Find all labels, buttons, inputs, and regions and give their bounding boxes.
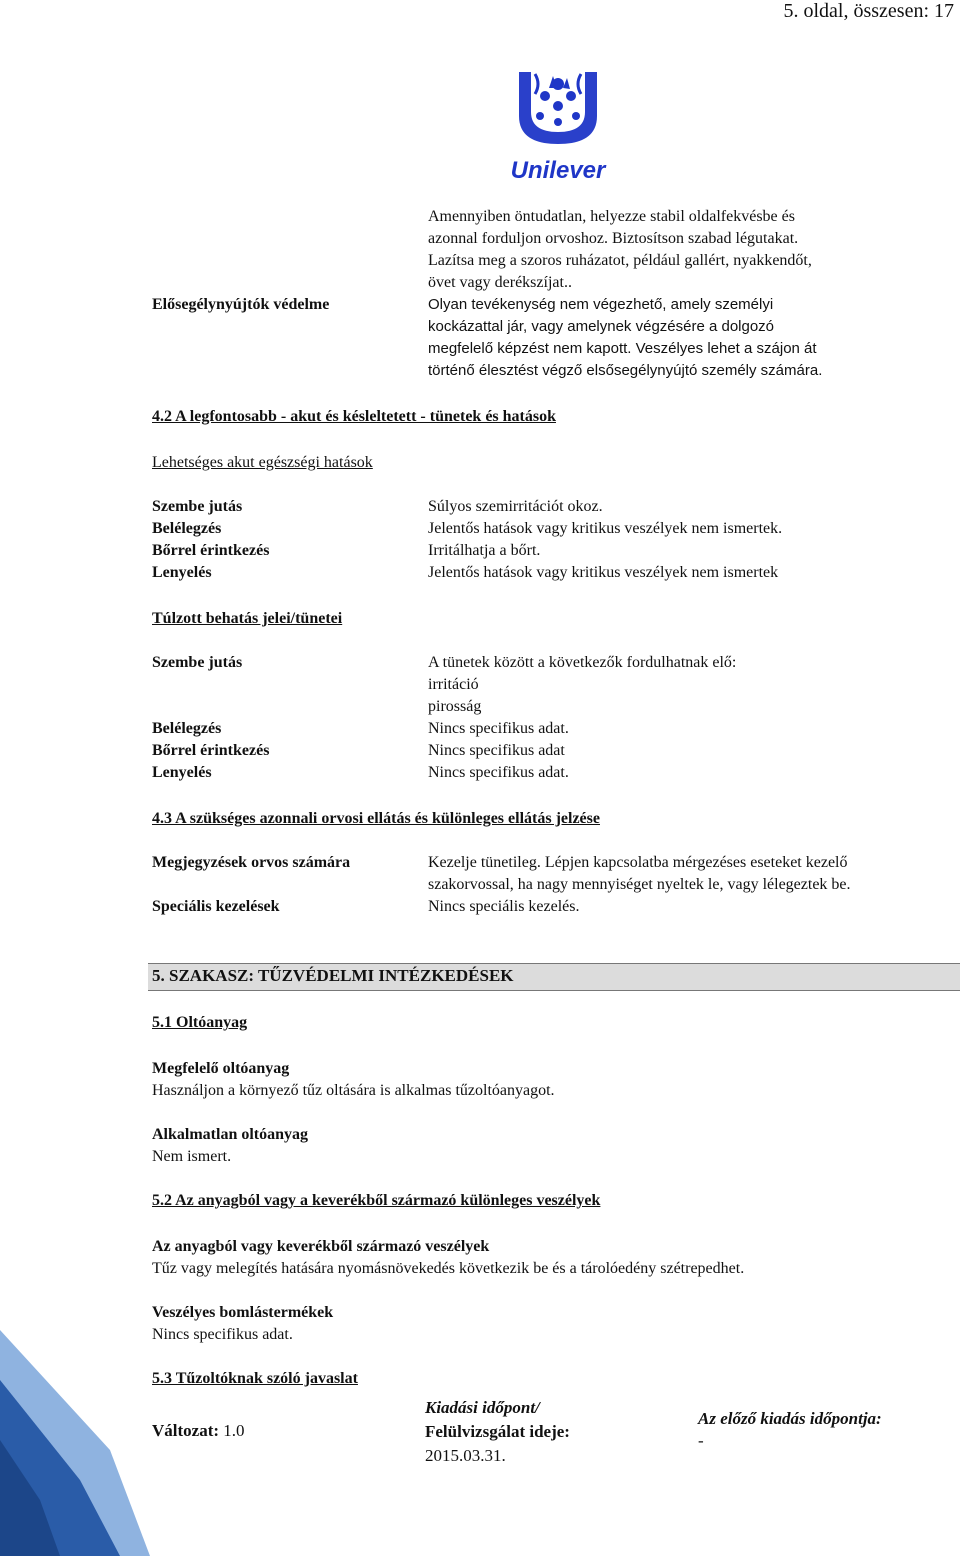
over-label-inhalation: Belélegzés xyxy=(152,720,222,737)
text-line: kockázattal jár, vagy amelynek végzésére a dolgozó xyxy=(428,318,775,335)
first-aid-protection-label: Elősegélynyújtók védelme xyxy=(152,296,330,313)
issue-label-2: Felülvizsgálat ideje: xyxy=(425,1422,570,1441)
first-aid-sans-block xyxy=(428,294,948,382)
acute-value-eye: Súlyos szemirritációt okoz. xyxy=(428,498,603,515)
over-value-inhalation: Nincs specifikus adat. xyxy=(428,720,569,737)
acute-label-ingestion: Lenyelés xyxy=(152,564,212,581)
version-value: 1.0 xyxy=(223,1421,245,1440)
version-label: Változat: xyxy=(152,1421,220,1440)
suitable-media-label: Megfelelő oltóanyag xyxy=(152,1060,290,1077)
acute-value-skin: Irritálhatja a bőrt. xyxy=(428,542,541,559)
unsuitable-media-label: Alkalmatlan oltóanyag xyxy=(152,1126,309,1143)
physician-notes-label: Megjegyzések orvos számára xyxy=(152,854,351,871)
acute-effects-heading: Lehetséges akut egészségi hatások xyxy=(152,454,373,471)
issue-value: 2015.03.31. xyxy=(425,1446,506,1465)
acute-label-inhalation: Belélegzés xyxy=(152,520,222,537)
page-number: 5. oldal, összesen: 17 xyxy=(783,0,954,22)
over-values xyxy=(428,718,948,784)
issue-label-1: Kiadási időpont/ xyxy=(425,1398,540,1417)
text-line: pirosság xyxy=(428,698,482,715)
acute-label-skin: Bőrrel érintkezés xyxy=(152,542,270,559)
corner-decoration xyxy=(0,1290,150,1556)
text-line: azonnal forduljon orvoshoz. Biztosítson szabad légutakat. xyxy=(428,230,799,247)
text-line: megfelelő képzést nem kapott. Veszélyes lehet a szájon át xyxy=(428,340,817,357)
over-label-eye: Szembe jutás xyxy=(152,654,243,671)
version-block xyxy=(152,1420,245,1442)
over-labels xyxy=(152,718,269,784)
acute-labels xyxy=(152,496,269,584)
section-4-2-heading: 4.2 A legfontosabb - akut és késleltetett - tünetek és hatások xyxy=(152,408,556,425)
acute-value-ingestion: Jelentős hatások vagy kritikus veszélyek nem ismertek xyxy=(428,564,779,581)
section-5-2-heading: 5.2 Az anyagból vagy a keverékből származó különleges veszélyek xyxy=(152,1192,601,1209)
text-line: szakorvossal, ha nagy mennyiséget nyeltek le, vagy lélegeztek be. xyxy=(428,876,851,893)
previous-issue-block xyxy=(698,1408,882,1452)
text-line: A tünetek között a következők fordulhatnak elő: xyxy=(428,654,737,671)
overexposure-heading: Túlzott behatás jelei/tünetei xyxy=(152,610,343,627)
special-treatment-label: Speciális kezelések xyxy=(152,898,280,915)
text-line: övet vagy derékszíjat.. xyxy=(428,274,572,291)
acute-value-inhalation: Jelentős hatások vagy kritikus veszélyek nem ismertek. xyxy=(428,520,783,537)
acute-values xyxy=(428,496,948,584)
over-value-skin: Nincs specifikus adat xyxy=(428,742,565,759)
suitable-media-value: Használjon a környező tűz oltására is alkalmas tűzoltóanyagot. xyxy=(152,1082,555,1099)
text-line: Olyan tevékenység nem végezhető, amely személyi xyxy=(428,296,774,313)
special-treatment-value: Nincs speciális kezelés. xyxy=(428,898,580,915)
first-aid-serif-block xyxy=(428,206,948,294)
previous-issue-value: - xyxy=(698,1431,704,1450)
text-line: Lazítsa meg a szoros ruházatot, például gallért, nyakkendőt, xyxy=(428,252,812,269)
over-label-ingestion: Lenyelés xyxy=(152,764,212,781)
acute-label-eye: Szembe jutás xyxy=(152,498,243,515)
section-5-title: 5. SZAKASZ: TŰZVÉDELMI INTÉZKEDÉSEK xyxy=(152,966,514,985)
logo-wordmark: Unilever xyxy=(510,157,606,184)
text-line: Amennyiben öntudatlan, helyezze stabil oldalfekvésbe és xyxy=(428,208,795,225)
text-line: irritáció xyxy=(428,676,479,693)
over-label-skin: Bőrrel érintkezés xyxy=(152,742,270,759)
decomposition-value: Nincs specifikus adat. xyxy=(152,1326,293,1343)
section-5-3-heading: 5.3 Tűzoltóknak szóló javaslat xyxy=(152,1370,358,1387)
unilever-logo xyxy=(505,66,611,186)
decomposition-label: Veszélyes bomlástermékek xyxy=(152,1304,334,1321)
text-line: Kezelje tünetileg. Lépjen kapcsolatba mérgezéses eseteket kezelő xyxy=(428,854,848,871)
over-eye-values xyxy=(428,652,948,718)
hazard-value: Tűz vagy melegítés hatására nyomásnövekedés következik be és a tárolóedény szétrepedhet. xyxy=(152,1260,745,1277)
previous-issue-label: Az előző kiadás időpontja: xyxy=(698,1409,882,1428)
over-value-ingestion: Nincs specifikus adat. xyxy=(428,764,569,781)
section-5-1-heading: 5.1 Oltóanyag xyxy=(152,1014,248,1031)
issue-date-block xyxy=(425,1396,570,1468)
unsuitable-media-value: Nem ismert. xyxy=(152,1148,232,1165)
section-4-3-heading: 4.3 A szükséges azonnali orvosi ellátás és különleges ellátás jelzése xyxy=(152,810,600,827)
physician-notes-values xyxy=(428,852,948,896)
hazard-label: Az anyagból vagy keverékből származó veszélyek xyxy=(152,1238,490,1255)
text-line: történő élesztést végző elsősegélynyújtó személy számára. xyxy=(428,362,823,379)
